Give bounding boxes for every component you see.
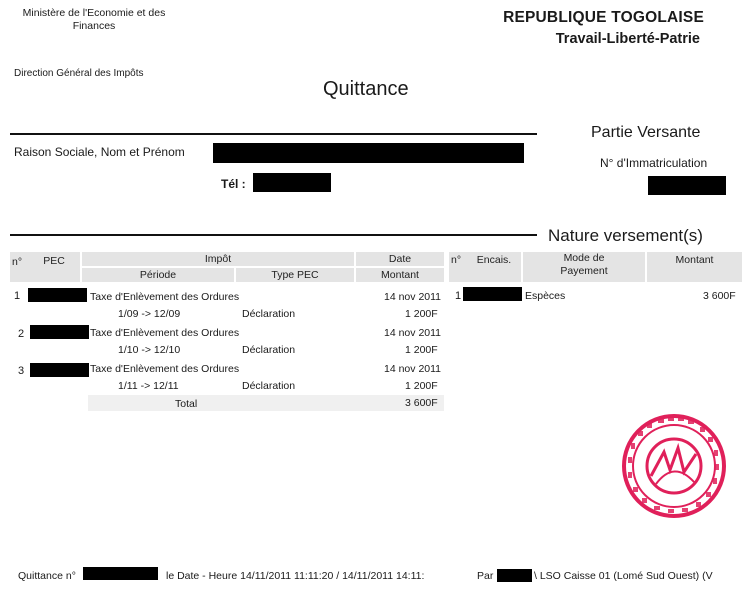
redacted-receipt-number <box>83 567 158 580</box>
tax-date: 14 nov 2011 <box>384 363 442 375</box>
receipt-number-label: Quittance n° <box>18 570 76 582</box>
total-label: Total <box>175 398 198 410</box>
tax-office: \ LSO Caisse 01 (Lomé Sud Ouest) (V <box>534 570 713 582</box>
ministry-name: Ministère de l'Economie et des Finances <box>22 7 166 32</box>
republic-title: REPUBLIQUE TOGOLAISE <box>503 9 704 26</box>
redacted-pec <box>30 325 89 339</box>
redacted-receipt <box>463 287 522 301</box>
table-header-pec: PEC <box>28 252 80 282</box>
total-value: 3 600F <box>405 397 438 409</box>
redacted-registration-number <box>648 176 726 195</box>
tax-period: 1/10 -> 12/10 <box>118 344 181 356</box>
tax-name: Taxe d'Enlèvement des Ordures <box>90 291 240 303</box>
registration-label: N° d'Immatriculation <box>600 156 708 170</box>
row-number: 1 <box>14 290 21 302</box>
tax-date: 14 nov 2011 <box>384 291 442 303</box>
tax-type: Déclaration <box>242 308 296 320</box>
tax-amount: 1 200F <box>405 344 438 356</box>
table-header-num: n° <box>10 252 28 282</box>
payment-amount: 3 600F <box>703 290 736 302</box>
payment-header-mode: Mode de Payement <box>523 252 645 282</box>
tax-date: 14 nov 2011 <box>384 327 442 339</box>
tax-name: Taxe d'Enlèvement des Ordures <box>90 327 240 339</box>
payments-section-title: Nature versement(s) <box>548 226 703 245</box>
table-header-amount: Montant <box>356 268 444 282</box>
row-number: 1 <box>455 290 462 302</box>
tax-period: 1/11 -> 12/11 <box>118 380 179 392</box>
payment-header-receipt: Encais. <box>467 252 521 282</box>
national-motto: Travail-Liberté-Patrie <box>555 31 700 47</box>
section-divider <box>10 234 537 236</box>
tax-period: 1/09 -> 12/09 <box>118 308 181 320</box>
payment-header-num: n° <box>449 252 467 282</box>
redacted-pec <box>30 363 89 377</box>
table-header-period: Période <box>82 268 234 282</box>
receipt-datetime: le Date - Heure 14/11/2011 11:11:20 / 14/11/2011 14:11: <box>166 570 425 582</box>
phone-label: Tél : <box>221 177 246 191</box>
redacted-payer-name <box>213 143 524 163</box>
row-number: 3 <box>18 365 25 377</box>
redacted-pec <box>28 288 87 302</box>
table-header-tax: Impôt <box>82 252 354 266</box>
document-title: Quittance <box>323 78 409 100</box>
payment-header-amount: Montant <box>647 252 742 282</box>
tax-type: Déclaration <box>242 344 296 356</box>
redacted-cashier <box>497 569 532 582</box>
direction-name: Direction Général des Impôts <box>14 68 144 79</box>
section-divider <box>10 133 537 135</box>
table-header-date: Date <box>356 252 444 266</box>
total-row <box>88 395 444 411</box>
tax-name: Taxe d'Enlèvement des Ordures <box>90 363 240 375</box>
by-label: Par <box>477 570 494 582</box>
official-stamp-icon <box>618 410 730 522</box>
row-number: 2 <box>18 328 25 340</box>
payment-mode: Espèces <box>525 290 566 302</box>
tax-amount: 1 200F <box>405 380 438 392</box>
table-header-type: Type PEC <box>236 268 354 282</box>
redacted-phone <box>253 173 331 192</box>
tax-type: Déclaration <box>242 380 296 392</box>
tax-amount: 1 200F <box>405 308 438 320</box>
payer-name-label: Raison Sociale, Nom et Prénom <box>14 145 185 159</box>
payer-section-title: Partie Versante <box>591 124 701 141</box>
